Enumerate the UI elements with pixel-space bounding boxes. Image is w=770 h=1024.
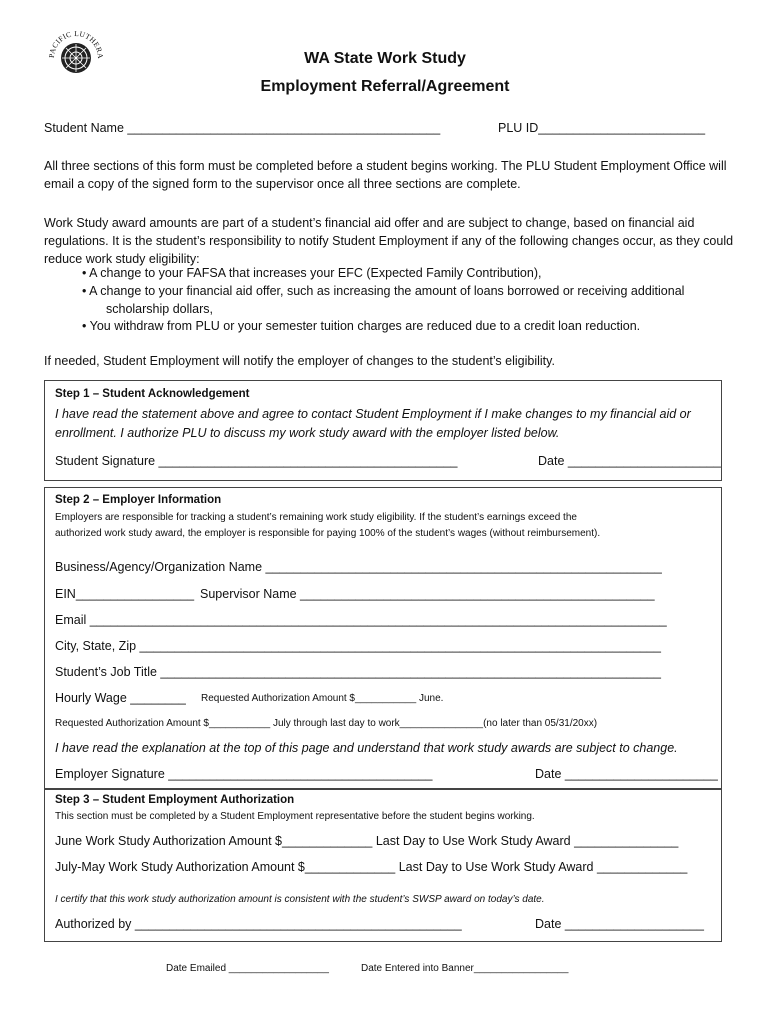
step1-heading: Step 1 – Student Acknowledgement [55,388,250,400]
form-title: WA State Work Study [304,50,466,67]
student-name-field[interactable]: Student Name _____________________________________________ [44,121,441,135]
employer-signature-field[interactable]: Employer Signature ______________________________________ [55,767,433,781]
june-authorization-amount-field[interactable]: June Work Study Authorization Amount $_____________ Last Day to Use Work Study Award _______________ [55,834,679,848]
step1-statement-line2: enrollment. I authorize PLU to discuss my work study award with the employer listed below. [55,426,560,440]
employer-date-field[interactable]: Date ______________________ [535,767,718,781]
student-signature-field[interactable]: Student Signature ___________________________________________ [55,454,458,468]
hourly-wage-field[interactable]: Hourly Wage ________ [55,691,186,705]
authorized-date-field[interactable]: Date ____________________ [535,917,704,931]
svg-text:PACIFIC LUTHERAN UNIVERSITY: PACIFIC LUTHERA [46,28,106,60]
bullet-withdraw: • You withdraw from PLU or your semester tuition charges are reduced due to a credit loan reduction. [82,319,641,333]
step3-heading: Step 3 – Student Employment Authorization [55,794,295,806]
supervisor-name-field[interactable]: Supervisor Name ___________________________________________________ [200,587,655,601]
step2-note-line1: Employers are responsible for tracking a student’s remaining work study eligibility. If the student’s earnings exceed the [55,512,577,523]
award-paragraph: Work Study award amounts are part of a student’s financial aid offer and are subject to change, based on financial aid regulations. It is the student’s responsibility to notify Student Employment if any of the following changes occur, as they could reduce work study eligibility: [44,216,734,266]
eligibility-paragraph: If needed, Student Employment will notify the employer of changes to the student’s eligibility. [44,354,555,368]
date-emailed-field[interactable]: Date Emailed __________________ [166,963,329,974]
ein-field[interactable]: EIN_________________ [55,587,195,601]
bullet-aid-offer-cont: scholarship dollars, [106,302,213,316]
step3-note: This section must be completed by a Student Employment representative before the student begins working. [55,811,535,822]
bullet-fafsa: • A change to your FAFSA that increases your EFC (Expected Family Contribution), [82,266,542,280]
july-authorization-field[interactable]: Requested Authorization Amount $___________ July through last day to work_______________(no later than 05/31/20xx) [55,718,598,729]
step2-heading: Step 2 – Employer Information [55,494,222,506]
employer-explanation: I have read the explanation at the top of this page and understand that work study awards are subject to change. [55,741,678,755]
julymay-authorization-amount-field[interactable]: July-May Work Study Authorization Amount $_____________ Last Day to Use Work Study Award _____________ [55,860,688,874]
certify-statement: I certify that this work study authorization amount is consistent with the student’s SWSP award on today’s date. [55,894,545,905]
intro-paragraph: All three sections of this form must be completed before a student begins working. The PLU Student Employment Office will email a copy of the signed form to the supervisor once all three sections are complete. [44,159,727,191]
email-field[interactable]: Email ___________________________________________________________________________________ [55,613,667,627]
date-entered-banner-field[interactable]: Date Entered into Banner_________________ [361,963,569,974]
step2-note-line2: authorized work study award, the employer is responsible for paying 100% of the student’s wages (without reimbursement). [55,528,601,539]
authorized-by-field[interactable]: Authorized by _______________________________________________ [55,917,462,931]
city-state-zip-field[interactable]: City, State, Zip ___________________________________________________________________________ [55,639,661,653]
student-date-field[interactable]: Date ______________________ [538,454,721,468]
june-authorization-field[interactable]: Requested Authorization Amount $___________ June. [201,693,444,704]
step1-statement-line1: I have read the statement above and agree to contact Student Employment if I make changes to my financial aid or [55,407,691,421]
job-title-field[interactable]: Student’s Job Title ________________________________________________________________________ [55,665,661,679]
plu-id-field[interactable]: PLU ID________________________ [498,121,706,135]
form-subtitle: Employment Referral/Agreement [260,78,510,95]
bullet-aid-offer: • A change to your financial aid offer, such as increasing the amount of loans borrowed or receiving additional [82,284,685,298]
business-name-field[interactable]: Business/Agency/Organization Name _________________________________________________________ [55,560,662,574]
